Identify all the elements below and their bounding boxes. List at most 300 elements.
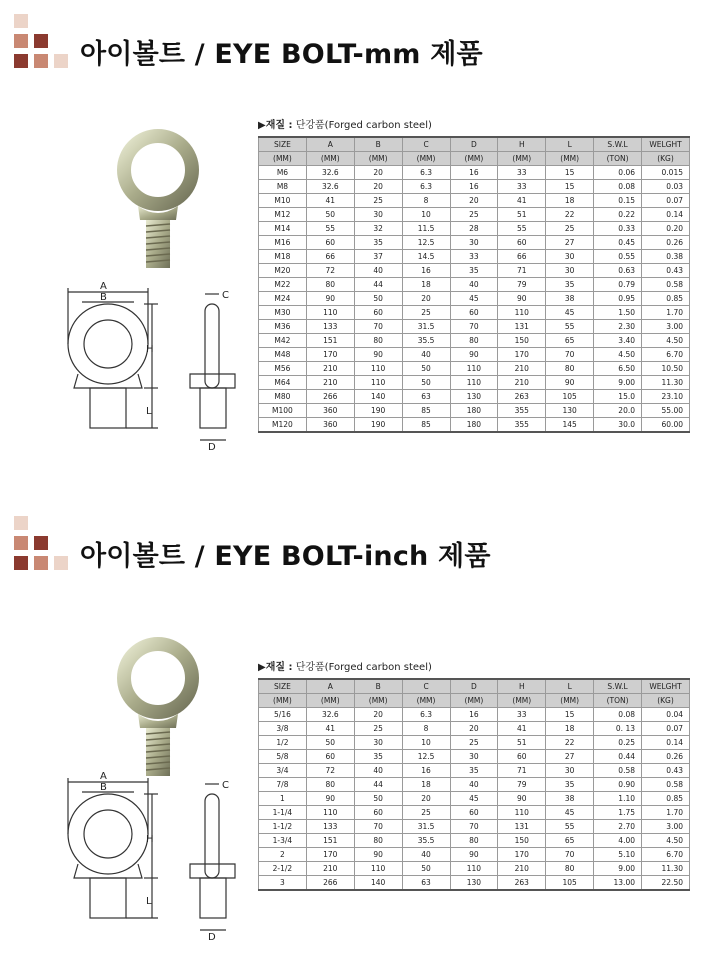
table-cell: 66 [306,250,354,264]
column-unit: (MM) [498,694,546,708]
table-cell: 4.50 [594,348,642,362]
table-cell: 0.07 [642,722,690,736]
table-cell: 0.79 [594,278,642,292]
table-cell: 35 [450,264,498,278]
table-cell: 3.00 [642,820,690,834]
table-cell: 70 [450,820,498,834]
table-cell: 11.5 [402,222,450,236]
size-cell: M22 [259,278,307,292]
dim-label-h: H [146,344,154,355]
spec-table-inch [258,678,690,891]
table-row [259,390,690,404]
column-unit: (MM) [450,694,498,708]
table-cell: 4.00 [594,834,642,848]
table-cell: 170 [498,848,546,862]
size-cell: M80 [259,390,307,404]
table-cell: 20 [354,180,402,194]
table-cell: 80 [546,362,594,376]
brand-squares-logo [14,516,68,570]
table-cell: 3.00 [642,320,690,334]
table-cell: 71 [498,764,546,778]
table-cell: 10.50 [642,362,690,376]
table-cell: 72 [306,764,354,778]
column-unit: (TON) [594,694,642,708]
size-cell: 3/8 [259,722,307,736]
table-cell: 110 [498,806,546,820]
section-title: 아이볼트 / EYE BOLT-inch 제품 [80,541,491,572]
table-cell: 65 [546,334,594,348]
table-cell: 80 [354,834,402,848]
table-cell: 1.70 [642,306,690,320]
table-cell: 0.38 [642,250,690,264]
table-cell: 51 [498,208,546,222]
table-cell: 60 [498,236,546,250]
table-cell: 40 [354,264,402,278]
table-cell: 40 [402,848,450,862]
table-row [259,736,690,750]
table-cell: 70 [546,848,594,862]
table-row [259,862,690,876]
column-header: D [450,679,498,694]
table-cell: 0.15 [594,194,642,208]
table-cell: 55 [498,222,546,236]
table-cell: 0.22 [594,208,642,222]
table-cell: 90 [450,848,498,862]
table-cell: 32 [354,222,402,236]
table-cell: 16 [450,166,498,180]
table-cell: 32.6 [306,180,354,194]
table-cell: 32.6 [306,166,354,180]
table-cell: 145 [546,418,594,433]
table-cell: 0. 13 [594,722,642,736]
table-cell: 35 [546,278,594,292]
table-cell: 0.14 [642,208,690,222]
dim-label-l: L [146,896,152,907]
table-cell: 20.0 [594,404,642,418]
table-cell: 25 [354,722,402,736]
size-cell: M56 [259,362,307,376]
size-cell: 5/16 [259,708,307,722]
table-row [259,722,690,736]
table-cell: 180 [450,404,498,418]
table-cell: 110 [354,862,402,876]
table-cell: 60 [450,306,498,320]
column-header: WELGHT [642,137,690,152]
table-cell: 32.6 [306,708,354,722]
column-header: H [498,137,546,152]
table-row [259,306,690,320]
table-row [259,708,690,722]
size-cell: 3 [259,876,307,891]
table-cell: 23.10 [642,390,690,404]
table-cell: 14.5 [402,250,450,264]
table-cell: 51 [498,736,546,750]
size-cell: M18 [259,250,307,264]
table-cell: 3.40 [594,334,642,348]
dim-label-b: B [100,292,107,303]
table-cell: 33 [498,166,546,180]
table-cell: 79 [498,278,546,292]
table-cell: 35 [450,764,498,778]
table-cell: 25 [402,306,450,320]
column-header: L [546,137,594,152]
table-cell: 8 [402,194,450,208]
table-cell: 55 [306,222,354,236]
table-row [259,848,690,862]
table-cell: 190 [354,418,402,433]
table-cell: 70 [354,320,402,334]
table-cell: 151 [306,334,354,348]
table-cell: 170 [306,348,354,362]
size-cell: M6 [259,166,307,180]
table-cell: 0.85 [642,292,690,306]
table-cell: 6.50 [594,362,642,376]
table-cell: 0.08 [594,708,642,722]
dim-label-c: C [222,780,229,791]
table-cell: 9.00 [594,376,642,390]
table-cell: 210 [306,362,354,376]
material-note: ▶재질 : 단강품(Forged carbon steel) [258,120,432,131]
table-row [259,792,690,806]
table-cell: 60 [354,806,402,820]
table-cell: 50 [402,376,450,390]
table-cell: 131 [498,320,546,334]
table-cell: 0.95 [594,292,642,306]
table-cell: 33 [498,708,546,722]
table-cell: 150 [498,334,546,348]
table-cell: 45 [546,806,594,820]
table-cell: 27 [546,236,594,250]
dim-label-d: D [208,932,216,943]
table-cell: 90 [450,348,498,362]
table-cell: 38 [546,792,594,806]
table-cell: 8 [402,722,450,736]
table-cell: 210 [306,862,354,876]
table-cell: 60 [498,750,546,764]
table-cell: 22.50 [642,876,690,891]
column-header: A [306,679,354,694]
table-cell: 80 [354,334,402,348]
table-cell: 0.20 [642,222,690,236]
table-cell: 55.00 [642,404,690,418]
table-cell: 40 [450,778,498,792]
table-row [259,278,690,292]
table-row [259,820,690,834]
size-cell: M64 [259,376,307,390]
table-cell: 25 [450,736,498,750]
column-unit: (KG) [642,152,690,166]
table-cell: 33 [498,180,546,194]
table-cell: 80 [450,334,498,348]
table-cell: 55 [546,820,594,834]
table-cell: 27 [546,750,594,764]
table-cell: 150 [498,834,546,848]
table-cell: 105 [546,876,594,891]
dim-label-a: A [100,281,107,292]
table-cell: 22 [546,736,594,750]
table-cell: 80 [306,778,354,792]
section-title: 아이볼트 / EYE BOLT-mm 제품 [80,39,483,70]
size-cell: M10 [259,194,307,208]
table-cell: 16 [450,708,498,722]
table-cell: 41 [498,722,546,736]
size-cell: M36 [259,320,307,334]
table-cell: 1.70 [642,806,690,820]
table-cell: 190 [354,404,402,418]
table-cell: 0.63 [594,264,642,278]
table-row [259,404,690,418]
size-cell: M14 [259,222,307,236]
table-row [259,292,690,306]
table-cell: 80 [450,834,498,848]
table-cell: 0.43 [642,264,690,278]
size-cell: M8 [259,180,307,194]
table-cell: 170 [306,848,354,862]
table-cell: 15 [546,180,594,194]
table-cell: 9.00 [594,862,642,876]
table-cell: 90 [354,848,402,862]
table-cell: 105 [546,390,594,404]
table-cell: 25 [546,222,594,236]
table-cell: 1.10 [594,792,642,806]
table-cell: 31.5 [402,320,450,334]
table-cell: 90 [354,348,402,362]
column-unit: (MM) [306,694,354,708]
table-cell: 133 [306,820,354,834]
table-cell: 72 [306,264,354,278]
table-cell: 31.5 [402,820,450,834]
dim-label-d: D [208,442,216,453]
table-cell: 41 [306,194,354,208]
table-cell: 20 [354,166,402,180]
column-header: B [354,679,402,694]
size-cell: 2 [259,848,307,862]
table-cell: 12.5 [402,236,450,250]
table-cell: 20 [450,722,498,736]
table-cell: 16 [402,764,450,778]
table-cell: 30 [546,764,594,778]
table-cell: 360 [306,418,354,433]
table-cell: 25 [450,208,498,222]
table-cell: 25 [402,806,450,820]
table-cell: 0.14 [642,736,690,750]
table-row [259,778,690,792]
table-cell: 20 [354,708,402,722]
table-cell: 30 [546,264,594,278]
table-cell: 38 [546,292,594,306]
table-row [259,376,690,390]
table-cell: 110 [354,376,402,390]
table-cell: 44 [354,278,402,292]
table-cell: 11.30 [642,376,690,390]
size-cell: M100 [259,404,307,418]
table-cell: 50 [402,862,450,876]
dim-label-l: L [146,406,152,417]
table-cell: 35 [354,750,402,764]
table-cell: 60 [306,236,354,250]
table-row [259,418,690,433]
column-unit: (TON) [594,152,642,166]
table-cell: 50 [306,736,354,750]
table-cell: 85 [402,404,450,418]
table-cell: 30 [354,736,402,750]
table-cell: 71 [498,264,546,278]
table-cell: 6.70 [642,848,690,862]
table-cell: 263 [498,390,546,404]
size-cell: 1-1/4 [259,806,307,820]
table-cell: 70 [546,348,594,362]
table-row [259,348,690,362]
table-row [259,208,690,222]
table-cell: 41 [498,194,546,208]
table-cell: 79 [498,778,546,792]
table-cell: 0.015 [642,166,690,180]
table-cell: 80 [306,278,354,292]
table-row [259,334,690,348]
table-cell: 90 [498,792,546,806]
table-row [259,834,690,848]
column-header: D [450,137,498,152]
column-header: C [402,137,450,152]
table-cell: 210 [306,376,354,390]
column-unit: (MM) [259,152,307,166]
size-cell: M30 [259,306,307,320]
column-unit: (MM) [402,694,450,708]
table-cell: 30 [546,250,594,264]
table-row [259,320,690,334]
table-cell: 70 [354,820,402,834]
column-header: SIZE [259,137,307,152]
table-cell: 0.33 [594,222,642,236]
table-row [259,236,690,250]
column-header: S.W.L [594,679,642,694]
table-cell: 20 [402,792,450,806]
table-cell: 60 [306,750,354,764]
table-cell: 45 [450,292,498,306]
table-cell: 110 [450,862,498,876]
table-cell: 0.07 [642,194,690,208]
table-cell: 266 [306,876,354,891]
table-cell: 65 [546,834,594,848]
table-cell: 355 [498,418,546,433]
table-cell: 55 [546,320,594,334]
table-cell: 11.30 [642,862,690,876]
table-cell: 0.03 [642,180,690,194]
table-cell: 0.26 [642,750,690,764]
table-cell: 90 [306,292,354,306]
size-cell: M20 [259,264,307,278]
table-cell: 110 [354,362,402,376]
table-cell: 16 [402,264,450,278]
table-cell: 18 [546,722,594,736]
size-cell: 1 [259,792,307,806]
table-cell: 15 [546,166,594,180]
dim-label-a: A [100,771,107,782]
table-cell: 133 [306,320,354,334]
table-cell: 30 [450,750,498,764]
table-cell: 28 [450,222,498,236]
spec-table-mm [258,136,690,433]
table-row [259,264,690,278]
table-cell: 80 [546,862,594,876]
column-header: S.W.L [594,137,642,152]
column-header: L [546,679,594,694]
table-cell: 0.08 [594,180,642,194]
table-cell: 18 [546,194,594,208]
table-cell: 0.04 [642,708,690,722]
column-header: B [354,137,402,152]
table-cell: 16 [450,180,498,194]
table-cell: 35 [354,236,402,250]
table-cell: 0.43 [642,764,690,778]
table-cell: 50 [402,362,450,376]
column-header: A [306,137,354,152]
table-cell: 45 [450,792,498,806]
table-cell: 0.25 [594,736,642,750]
table-cell: 50 [354,792,402,806]
size-cell: M48 [259,348,307,362]
table-cell: 6.3 [402,708,450,722]
column-header: H [498,679,546,694]
table-cell: 10 [402,208,450,222]
size-cell: 5/8 [259,750,307,764]
table-row [259,222,690,236]
size-cell: 1/2 [259,736,307,750]
column-unit: (MM) [354,694,402,708]
table-cell: 4.50 [642,834,690,848]
table-cell: 30.0 [594,418,642,433]
table-cell: 0.90 [594,778,642,792]
table-cell: 0.58 [594,764,642,778]
table-cell: 50 [306,208,354,222]
table-cell: 12.5 [402,750,450,764]
table-cell: 18 [402,278,450,292]
table-cell: 130 [450,876,498,891]
column-unit: (KG) [642,694,690,708]
table-cell: 5.10 [594,848,642,862]
column-header: WELGHT [642,679,690,694]
table-row [259,166,690,180]
table-cell: 33 [450,250,498,264]
table-cell: 18 [402,778,450,792]
table-cell: 60 [450,806,498,820]
dim-label-b: B [100,782,107,793]
table-cell: 210 [498,362,546,376]
table-row [259,876,690,891]
table-cell: 0.55 [594,250,642,264]
column-unit: (MM) [546,694,594,708]
table-row [259,764,690,778]
table-cell: 22 [546,208,594,222]
table-cell: 35.5 [402,834,450,848]
table-cell: 0.44 [594,750,642,764]
brand-squares-logo [14,14,68,68]
table-cell: 60 [354,306,402,320]
size-cell: M16 [259,236,307,250]
column-unit: (MM) [402,152,450,166]
table-row [259,250,690,264]
table-cell: 44 [354,778,402,792]
column-unit: (MM) [450,152,498,166]
section-inch [0,480,720,960]
table-cell: 2.30 [594,320,642,334]
table-cell: 210 [498,376,546,390]
column-header: SIZE [259,679,307,694]
size-cell: M12 [259,208,307,222]
table-cell: 35.5 [402,334,450,348]
table-cell: 360 [306,404,354,418]
column-unit: (MM) [259,694,307,708]
